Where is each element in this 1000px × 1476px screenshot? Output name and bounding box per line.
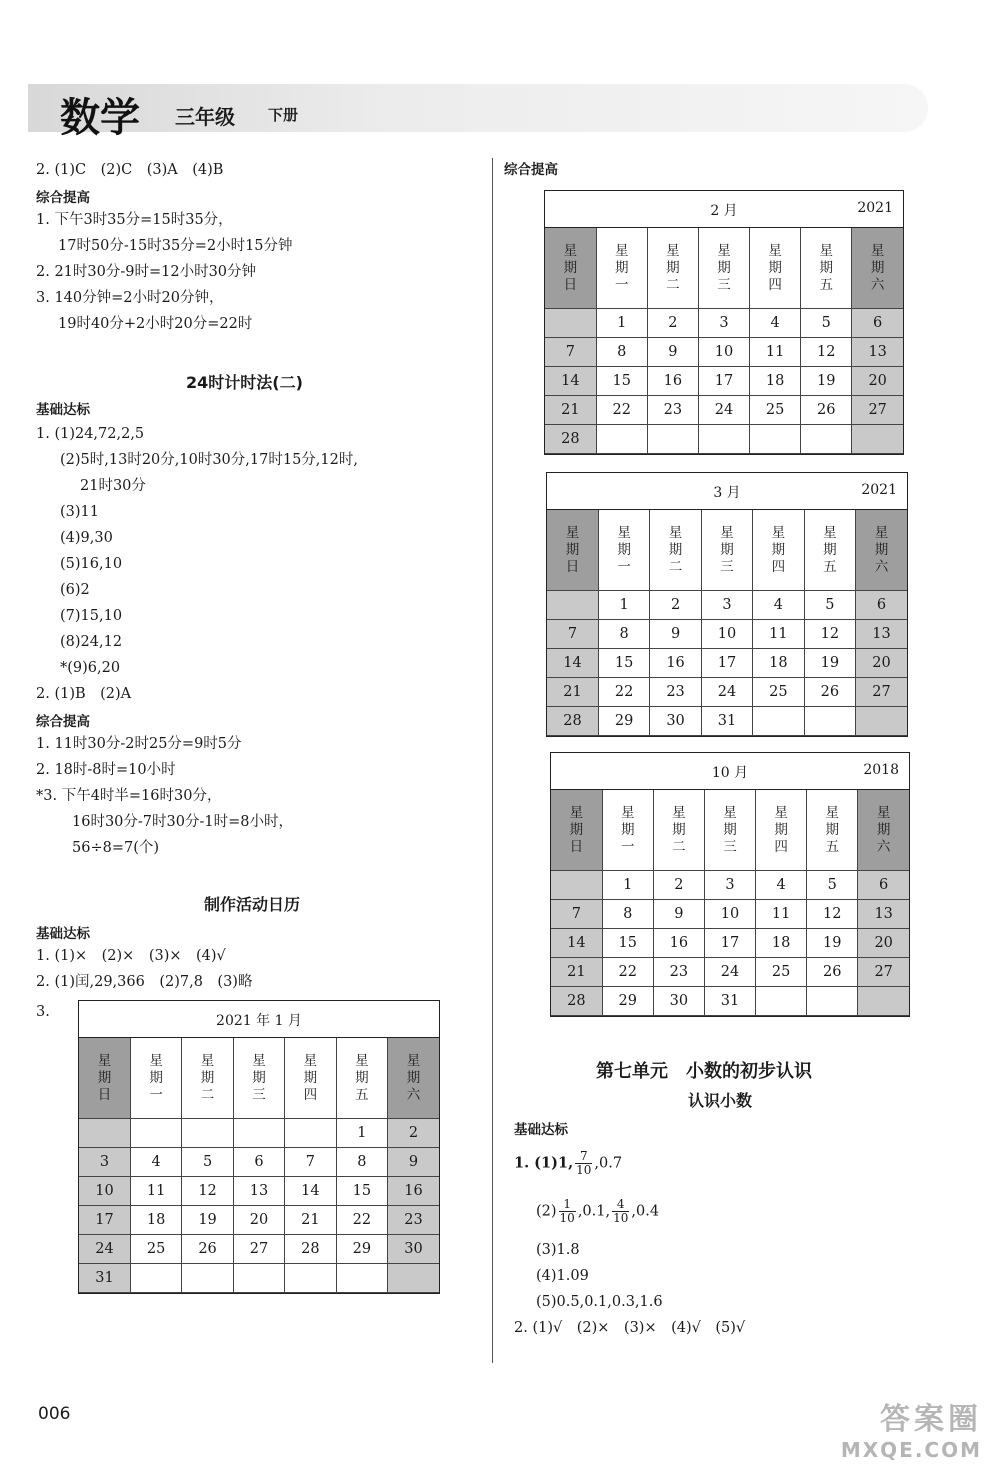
section-label: 基础达标 bbox=[514, 1122, 568, 1138]
calendar-october-2018 bbox=[550, 752, 910, 1017]
calendar-day: 6 bbox=[856, 591, 907, 620]
calendar-day bbox=[388, 1264, 439, 1293]
calendar-day: 20 bbox=[233, 1206, 284, 1235]
calendar-day: 24 bbox=[701, 678, 752, 707]
unit-title: 第七单元 小数的初步认识 bbox=[596, 1061, 812, 1082]
calendar-year: 2021 bbox=[857, 200, 893, 216]
calendar-day bbox=[852, 425, 903, 454]
calendar-day: 18 bbox=[130, 1206, 181, 1235]
calendar-day: 22 bbox=[336, 1206, 387, 1235]
answer-line: 2. (1)√ (2)× (3)× (4)√ (5)√ bbox=[514, 1320, 746, 1336]
fraction-line-2: (2) $\frac{1}{10}$ ,0.1, $\frac{4}{10}$ ,0.4 bbox=[536, 1197, 660, 1225]
calendar-day: 20 bbox=[852, 367, 903, 396]
weekday-header: 星期二 bbox=[653, 790, 704, 871]
calendar-day: 15 bbox=[336, 1177, 387, 1206]
watermark-logo: 答案圈 MXQE.COM bbox=[840, 1402, 982, 1462]
calendar-day: 18 bbox=[753, 649, 804, 678]
column-divider bbox=[492, 158, 493, 1363]
calendar-day: 15 bbox=[596, 367, 647, 396]
calendar-grid bbox=[79, 1038, 439, 1293]
calendar-day: 6 bbox=[233, 1148, 284, 1177]
calendar-day: 3 bbox=[698, 309, 749, 338]
answer-line: 2. (1)闰,29,366 (2)7,8 (3)略 bbox=[36, 974, 253, 990]
calendar-day: 19 bbox=[182, 1206, 233, 1235]
calendar-day: 9 bbox=[650, 620, 701, 649]
calendar-january-2021 bbox=[78, 1000, 440, 1294]
calendar-day: 2 bbox=[650, 591, 701, 620]
calendar-day: 23 bbox=[388, 1206, 439, 1235]
calendar-day: 20 bbox=[858, 929, 909, 958]
weekday-header: 星期日 bbox=[545, 228, 596, 309]
fraction: $\frac{1}{10}$ bbox=[559, 1197, 575, 1225]
weekday-header: 星期一 bbox=[130, 1038, 181, 1119]
answer-line: 17时50分-15时35分=2小时15分钟 bbox=[58, 238, 293, 254]
calendar-day: 27 bbox=[856, 678, 907, 707]
calendar-day: 12 bbox=[182, 1177, 233, 1206]
answer-line: 3. bbox=[36, 1004, 50, 1020]
weekday-header: 星期四 bbox=[750, 228, 801, 309]
section-label: 基础达标 bbox=[36, 402, 90, 418]
calendar-day: 19 bbox=[804, 649, 855, 678]
calendar-day: 21 bbox=[545, 396, 596, 425]
calendar-day: 10 bbox=[698, 338, 749, 367]
calendar-day bbox=[547, 591, 598, 620]
calendar-year: 2021 bbox=[861, 482, 897, 498]
calendar-day: 26 bbox=[182, 1235, 233, 1264]
calendar-february-2021 bbox=[544, 190, 904, 455]
answer-line: (2)5时,13时20分,10时30分,17时15分,12时, bbox=[60, 452, 358, 468]
calendar-day: 9 bbox=[653, 900, 704, 929]
weekday-header: 星期六 bbox=[388, 1038, 439, 1119]
calendar-day: 2 bbox=[647, 309, 698, 338]
calendar-day bbox=[801, 425, 852, 454]
calendar-day: 18 bbox=[756, 929, 807, 958]
calendar-day: 5 bbox=[182, 1148, 233, 1177]
calendar-day: 20 bbox=[856, 649, 907, 678]
weekday-header: 星期四 bbox=[753, 510, 804, 591]
calendar-day: 14 bbox=[545, 367, 596, 396]
calendar-day: 6 bbox=[858, 871, 909, 900]
calendar-day: 1 bbox=[336, 1119, 387, 1148]
calendar-day: 24 bbox=[79, 1235, 130, 1264]
calendar-grid bbox=[551, 790, 909, 1016]
calendar-day: 26 bbox=[801, 396, 852, 425]
calendar-day: 11 bbox=[750, 338, 801, 367]
calendar-day: 15 bbox=[598, 649, 649, 678]
calendar-day: 14 bbox=[551, 929, 602, 958]
weekday-header: 星期二 bbox=[182, 1038, 233, 1119]
weekday-header: 星期日 bbox=[551, 790, 602, 871]
weekday-header: 星期三 bbox=[704, 790, 755, 871]
calendar-day bbox=[285, 1119, 336, 1148]
calendar-day: 23 bbox=[647, 396, 698, 425]
calendar-day: 10 bbox=[79, 1177, 130, 1206]
subject-title: 数学 bbox=[60, 95, 140, 141]
answer-line: *3. 下午4时半=16时30分， bbox=[36, 788, 222, 804]
calendar-day bbox=[130, 1264, 181, 1293]
answer-line: (8)24,12 bbox=[60, 634, 123, 650]
calendar-day bbox=[756, 987, 807, 1016]
calendar-day: 17 bbox=[79, 1206, 130, 1235]
calendar-day: 13 bbox=[852, 338, 903, 367]
calendar-day: 21 bbox=[285, 1206, 336, 1235]
section-label: 综合提高 bbox=[36, 190, 90, 206]
calendar-day: 30 bbox=[650, 707, 701, 736]
answer-line: 19时40分+2小时20分=22时 bbox=[58, 316, 253, 332]
page-number: 006 bbox=[38, 1404, 71, 1424]
calendar-day: 19 bbox=[807, 929, 858, 958]
answer-line: (4)9,30 bbox=[60, 530, 113, 546]
calendar-header bbox=[551, 753, 909, 790]
calendar-day bbox=[551, 871, 602, 900]
calendar-day: 22 bbox=[596, 396, 647, 425]
weekday-header: 星期五 bbox=[804, 510, 855, 591]
section-title: 认识小数 bbox=[688, 1091, 753, 1110]
calendar-day bbox=[596, 425, 647, 454]
calendar-day: 29 bbox=[336, 1235, 387, 1264]
calendar-month: 10 月 bbox=[711, 765, 749, 781]
weekday-header: 星期六 bbox=[858, 790, 909, 871]
calendar-day: 26 bbox=[807, 958, 858, 987]
section-label: 基础达标 bbox=[36, 926, 90, 942]
calendar-month: 2 月 bbox=[710, 203, 738, 219]
weekday-header: 星期五 bbox=[807, 790, 858, 871]
answer-line: (5)16,10 bbox=[60, 556, 123, 572]
calendar-day: 27 bbox=[858, 958, 909, 987]
calendar-header bbox=[547, 473, 907, 510]
calendar-day: 10 bbox=[704, 900, 755, 929]
weekday-header: 星期日 bbox=[547, 510, 598, 591]
calendar-day: 6 bbox=[852, 309, 903, 338]
calendar-day bbox=[336, 1264, 387, 1293]
calendar-day: 29 bbox=[602, 987, 653, 1016]
calendar-day: 31 bbox=[79, 1264, 130, 1293]
calendar-day: 12 bbox=[807, 900, 858, 929]
calendar-march-2021 bbox=[546, 472, 908, 737]
calendar-header bbox=[79, 1001, 439, 1038]
calendar-day: 1 bbox=[598, 591, 649, 620]
calendar-day: 2 bbox=[653, 871, 704, 900]
calendar-day bbox=[233, 1264, 284, 1293]
answer-line: 16时30分-7时30分-1时=8小时， bbox=[72, 814, 293, 830]
answer-line: 3. 140分钟=2小时20分钟， bbox=[36, 290, 224, 306]
weekday-header: 星期六 bbox=[852, 228, 903, 309]
grade-label: 三年级 bbox=[175, 105, 235, 129]
fraction: $\frac{7}{10}$ bbox=[576, 1149, 592, 1177]
calendar-day: 29 bbox=[598, 707, 649, 736]
answer-line: 2. (1)C (2)C (3)A (4)B bbox=[36, 162, 224, 178]
calendar-grid bbox=[545, 228, 903, 454]
calendar-day: 28 bbox=[551, 987, 602, 1016]
calendar-day bbox=[545, 309, 596, 338]
calendar-day bbox=[750, 425, 801, 454]
calendar-day: 22 bbox=[602, 958, 653, 987]
calendar-day: 24 bbox=[704, 958, 755, 987]
weekday-header: 星期一 bbox=[598, 510, 649, 591]
calendar-day: 31 bbox=[704, 987, 755, 1016]
calendar-day: 25 bbox=[130, 1235, 181, 1264]
weekday-header: 星期日 bbox=[79, 1038, 130, 1119]
calendar-day: 27 bbox=[233, 1235, 284, 1264]
calendar-day: 16 bbox=[647, 367, 698, 396]
answer-line: (7)15,10 bbox=[60, 608, 123, 624]
calendar-day: 17 bbox=[704, 929, 755, 958]
calendar-day bbox=[285, 1264, 336, 1293]
calendar-day: 25 bbox=[753, 678, 804, 707]
answer-line: 21时30分 bbox=[80, 478, 146, 494]
calendar-day: 1 bbox=[602, 871, 653, 900]
calendar-day: 25 bbox=[756, 958, 807, 987]
calendar-day: 5 bbox=[804, 591, 855, 620]
weekday-header: 星期三 bbox=[701, 510, 752, 591]
calendar-day: 12 bbox=[801, 338, 852, 367]
calendar-day: 7 bbox=[545, 338, 596, 367]
weekday-header: 星期一 bbox=[602, 790, 653, 871]
calendar-day: 17 bbox=[698, 367, 749, 396]
calendar-day: 21 bbox=[547, 678, 598, 707]
weekday-header: 星期四 bbox=[285, 1038, 336, 1119]
calendar-month: 3 月 bbox=[713, 485, 741, 501]
calendar-day: 28 bbox=[545, 425, 596, 454]
calendar-day: 7 bbox=[551, 900, 602, 929]
calendar-day: 7 bbox=[285, 1148, 336, 1177]
calendar-day bbox=[804, 707, 855, 736]
fraction: $\frac{4}{10}$ bbox=[613, 1197, 629, 1225]
calendar-day: 24 bbox=[698, 396, 749, 425]
calendar-day: 4 bbox=[130, 1148, 181, 1177]
answer-line: *(9)6,20 bbox=[60, 660, 121, 676]
fraction-line-1: 1. (1)1, $\frac{7}{10}$ ,0.7 bbox=[514, 1149, 623, 1177]
calendar-day: 16 bbox=[653, 929, 704, 958]
calendar-day: 13 bbox=[233, 1177, 284, 1206]
calendar-day: 8 bbox=[596, 338, 647, 367]
calendar-day: 3 bbox=[704, 871, 755, 900]
weekday-header: 星期三 bbox=[233, 1038, 284, 1119]
calendar-day: 8 bbox=[598, 620, 649, 649]
calendar-day: 12 bbox=[804, 620, 855, 649]
calendar-day bbox=[182, 1119, 233, 1148]
section-title: 24时计时法(二) bbox=[186, 373, 303, 392]
answer-line: 2. 18时-8时=10小时 bbox=[36, 762, 176, 778]
weekday-header: 星期五 bbox=[336, 1038, 387, 1119]
calendar-day: 28 bbox=[285, 1235, 336, 1264]
calendar-day: 19 bbox=[801, 367, 852, 396]
answer-line: 56÷8=7(个) bbox=[72, 840, 160, 856]
calendar-day: 21 bbox=[551, 958, 602, 987]
answer-line: (4)1.09 bbox=[536, 1268, 589, 1284]
weekday-header: 星期三 bbox=[698, 228, 749, 309]
section-label: 综合提高 bbox=[504, 162, 558, 178]
weekday-header: 星期一 bbox=[596, 228, 647, 309]
calendar-day: 3 bbox=[79, 1148, 130, 1177]
calendar-day bbox=[858, 987, 909, 1016]
answer-line: 1. 11时30分-2时25分=9时5分 bbox=[36, 736, 242, 752]
answer-line: (6)2 bbox=[60, 582, 90, 598]
calendar-day: 4 bbox=[756, 871, 807, 900]
calendar-day: 17 bbox=[701, 649, 752, 678]
calendar-day: 15 bbox=[602, 929, 653, 958]
calendar-day: 30 bbox=[388, 1235, 439, 1264]
calendar-day: 18 bbox=[750, 367, 801, 396]
calendar-day: 14 bbox=[547, 649, 598, 678]
calendar-day: 27 bbox=[852, 396, 903, 425]
calendar-day: 26 bbox=[804, 678, 855, 707]
calendar-day: 8 bbox=[336, 1148, 387, 1177]
calendar-day bbox=[807, 987, 858, 1016]
calendar-year: 2018 bbox=[863, 762, 899, 778]
calendar-day bbox=[698, 425, 749, 454]
calendar-day: 30 bbox=[653, 987, 704, 1016]
calendar-day: 11 bbox=[753, 620, 804, 649]
calendar-day bbox=[856, 707, 907, 736]
answer-line: 2. 21时30分-9时=12小时30分钟 bbox=[36, 264, 257, 280]
calendar-grid bbox=[547, 510, 907, 736]
calendar-day bbox=[130, 1119, 181, 1148]
calendar-day: 25 bbox=[750, 396, 801, 425]
calendar-day: 5 bbox=[801, 309, 852, 338]
calendar-day: 8 bbox=[602, 900, 653, 929]
section-label: 综合提高 bbox=[36, 714, 90, 730]
calendar-day bbox=[182, 1264, 233, 1293]
calendar-header bbox=[545, 191, 903, 228]
weekday-header: 星期六 bbox=[856, 510, 907, 591]
calendar-day: 9 bbox=[647, 338, 698, 367]
calendar-day: 22 bbox=[598, 678, 649, 707]
calendar-day: 13 bbox=[856, 620, 907, 649]
header-band bbox=[28, 84, 928, 132]
calendar-day bbox=[753, 707, 804, 736]
calendar-day bbox=[79, 1119, 130, 1148]
calendar-day: 4 bbox=[750, 309, 801, 338]
answer-line: 1. 下午3时35分=15时35分， bbox=[36, 212, 233, 228]
calendar-day: 16 bbox=[388, 1177, 439, 1206]
calendar-day: 4 bbox=[753, 591, 804, 620]
calendar-day: 16 bbox=[650, 649, 701, 678]
weekday-header: 星期二 bbox=[650, 510, 701, 591]
calendar-day: 5 bbox=[807, 871, 858, 900]
calendar-month: 2021 年 1 月 bbox=[216, 1013, 302, 1029]
calendar-day: 10 bbox=[701, 620, 752, 649]
calendar-day: 3 bbox=[701, 591, 752, 620]
answer-line: 1. (1)24,72,2,5 bbox=[36, 426, 145, 442]
calendar-day bbox=[647, 425, 698, 454]
calendar-day: 11 bbox=[130, 1177, 181, 1206]
calendar-day: 31 bbox=[701, 707, 752, 736]
answer-line: 1. (1)× (2)× (3)× (4)√ bbox=[36, 948, 226, 964]
calendar-day: 14 bbox=[285, 1177, 336, 1206]
weekday-header: 星期二 bbox=[647, 228, 698, 309]
calendar-day: 11 bbox=[756, 900, 807, 929]
calendar-day: 23 bbox=[653, 958, 704, 987]
weekday-header: 星期四 bbox=[756, 790, 807, 871]
calendar-day bbox=[233, 1119, 284, 1148]
calendar-day: 7 bbox=[547, 620, 598, 649]
weekday-header: 星期五 bbox=[801, 228, 852, 309]
section-title: 制作活动日历 bbox=[204, 895, 301, 914]
calendar-day: 1 bbox=[596, 309, 647, 338]
answer-line: 2. (1)B (2)A bbox=[36, 686, 132, 702]
answer-line: (3)1.8 bbox=[536, 1242, 580, 1258]
calendar-day: 13 bbox=[858, 900, 909, 929]
calendar-day: 2 bbox=[388, 1119, 439, 1148]
calendar-day: 9 bbox=[388, 1148, 439, 1177]
calendar-day: 23 bbox=[650, 678, 701, 707]
answer-line: (5)0.5,0.1,0.3,1.6 bbox=[536, 1294, 663, 1310]
volume-label: 下册 bbox=[268, 106, 299, 124]
answer-line: (3)11 bbox=[60, 504, 99, 520]
calendar-day: 28 bbox=[547, 707, 598, 736]
